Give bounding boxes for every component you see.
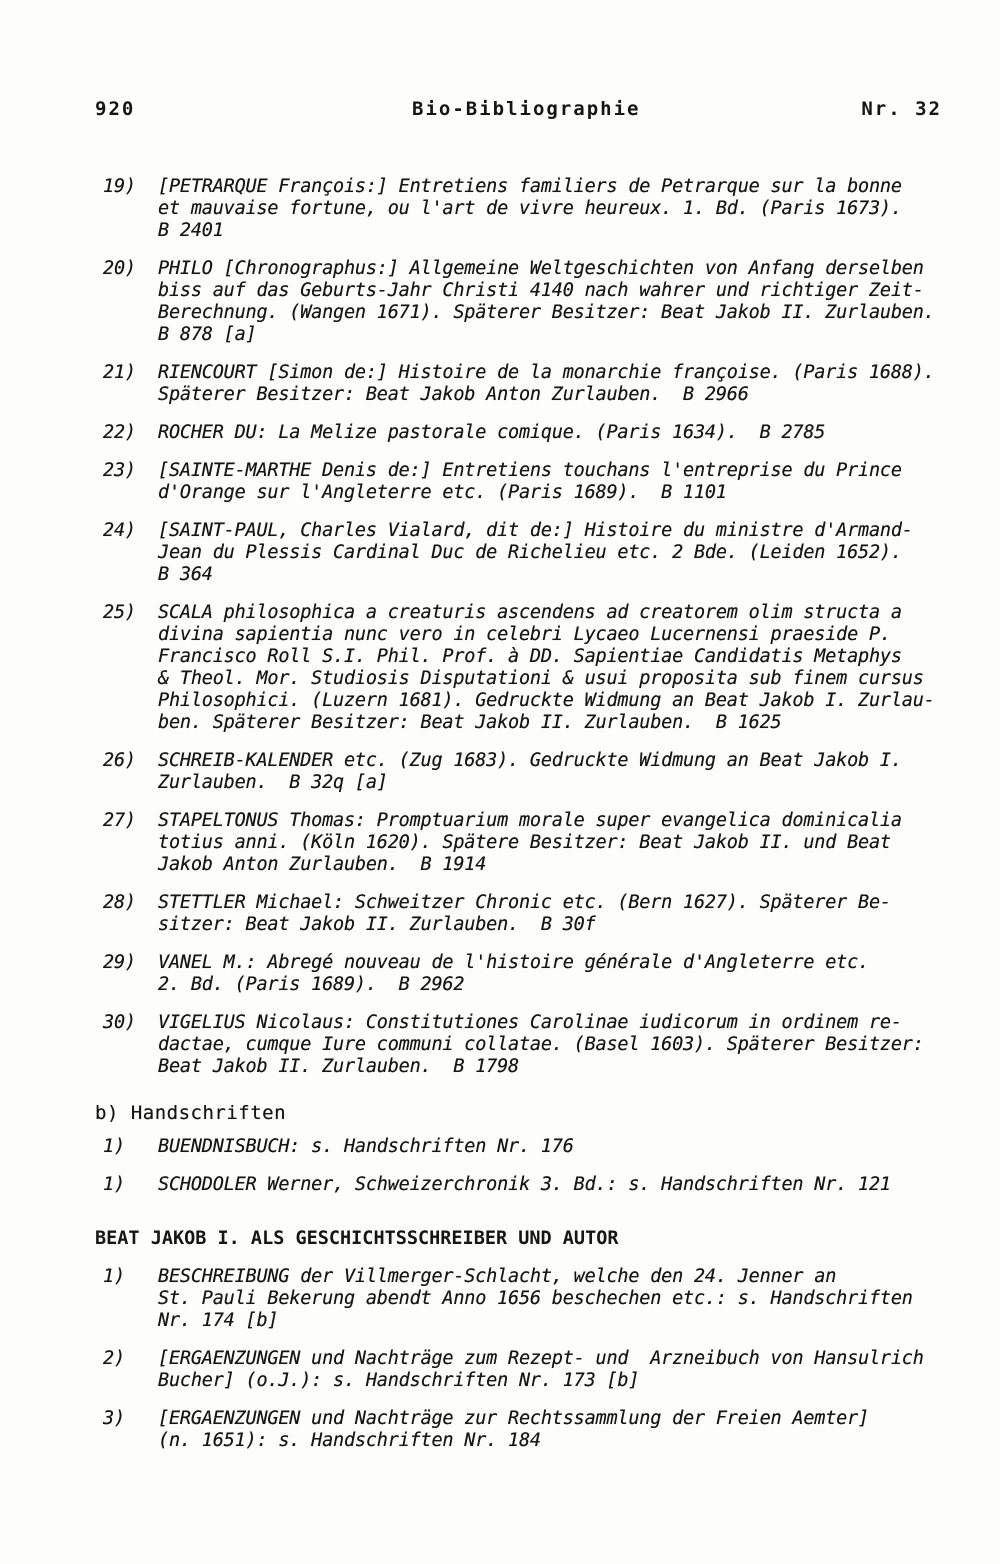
bibliography-entry-26 — [103, 750, 953, 794]
entry-number: 21) — [103, 362, 136, 383]
entry-text — [158, 520, 953, 586]
page-title: Bio-Bibliographie — [412, 98, 641, 120]
entry-text — [158, 258, 953, 346]
entry-text — [158, 362, 953, 406]
entry-number: 1) — [103, 1174, 125, 1195]
entry-line: divina sapientia nunc vero in celebri Lycaeo Lucernensi praeside P. — [158, 624, 891, 645]
page-header — [0, 98, 1000, 122]
entry-number: 29) — [103, 952, 136, 973]
entry-number: 1) — [103, 1136, 125, 1157]
entry-text — [158, 952, 953, 996]
bibliography-entry-25 — [103, 602, 953, 734]
entry-line: Zurlauben. B 32q [a] — [158, 772, 388, 793]
entry-text — [158, 1012, 953, 1078]
page-number: 920 — [95, 98, 136, 120]
entry-line: STAPELTONUS Thomas: Promptuarium morale super evangelica dominicalia — [158, 810, 902, 831]
entry-line: ROCHER DU: La Melize pastorale comique. (Paris 1634). B 2785 — [158, 422, 826, 443]
bibliography-entry-27 — [103, 810, 953, 876]
entry-number: 19) — [103, 176, 136, 197]
entry-line: Francisco Roll S.I. Phil. Prof. à DD. Sapientiae Candidatis Metaphys — [158, 646, 902, 667]
entry-line: 2. Bd. (Paris 1689). B 2962 — [158, 974, 465, 995]
entry-line: SCHREIB-KALENDER etc. (Zug 1683). Gedruckte Widmung an Beat Jakob I. — [158, 750, 902, 771]
bibliography-entry-29 — [103, 952, 953, 996]
entry-text — [158, 1174, 953, 1196]
entry-line: Jean du Plessis Cardinal Duc de Richelieu etc. 2 Bde. (Leiden 1652). — [158, 542, 902, 563]
entry-text — [158, 892, 953, 936]
entry-line: totius anni. (Köln 1620). Spätere Besitzer: Beat Jakob II. und Beat — [158, 832, 891, 853]
entry-line: [PETRARQUE François:] Entretiens familiers de Petrarque sur la bonne — [158, 176, 902, 197]
entry-number: 3) — [103, 1408, 125, 1429]
entry-line: biss auf das Geburts-Jahr Christi 4140 nach wahrer und richtiger Zeit- — [158, 280, 924, 301]
bibliography-entry-19 — [103, 176, 953, 242]
entry-number: 23) — [103, 460, 136, 481]
handschriften-section-label: b) Handschriften — [95, 1102, 287, 1124]
entry-number: 26) — [103, 750, 136, 771]
author-section-heading: BEAT JAKOB I. ALS GESCHICHTSSCHREIBER UND AUTOR — [95, 1228, 619, 1249]
entry-line: STETTLER Michael: Schweitzer Chronic etc. (Bern 1627). Späterer Be- — [158, 892, 891, 913]
entry-text — [158, 602, 953, 734]
author-entry-3 — [103, 1408, 953, 1452]
author-entry-2 — [103, 1348, 953, 1392]
entry-number: 24) — [103, 520, 136, 541]
entry-text — [158, 1266, 953, 1332]
entry-line: [SAINT-PAUL, Charles Vialard, dit de:] Histoire du ministre d'Armand- — [158, 520, 913, 541]
entry-line: dactae, cumque Iure communi collatae. (Basel 1603). Späterer Besitzer: — [158, 1034, 924, 1055]
bibliography-entry-21 — [103, 362, 953, 406]
entry-line: (n. 1651): s. Handschriften Nr. 184 — [158, 1430, 541, 1451]
entry-number: 27) — [103, 810, 136, 831]
entry-number: 22) — [103, 422, 136, 443]
entry-line: [SAINTE-MARTHE Denis de:] Entretiens touchans l'entreprise du Prince — [158, 460, 902, 481]
handschriften-entry-1 — [103, 1136, 953, 1158]
issue-number: Nr. 32 — [861, 98, 942, 120]
author-entry-1 — [103, 1266, 953, 1332]
bibliography-entry-30 — [103, 1012, 953, 1078]
entry-line: d'Orange sur l'Angleterre etc. (Paris 1689). B 1101 — [158, 482, 727, 503]
entry-line: B 878 [a] — [158, 324, 257, 345]
entry-text — [158, 176, 953, 242]
entry-line: [ERGAENZUNGEN und Nachträge zur Rechtssammlung der Freien Aemter] — [158, 1408, 869, 1429]
entry-number: 28) — [103, 892, 136, 913]
entry-number: 25) — [103, 602, 136, 623]
entry-line: Jakob Anton Zurlauben. B 1914 — [158, 854, 487, 875]
entry-text — [158, 1136, 953, 1158]
handschriften-entry-2 — [103, 1174, 953, 1196]
entry-line: & Theol. Mor. Studiosis Disputationi & usui proposita sub finem cursus — [158, 668, 924, 689]
entry-line: BESCHREIBUNG der Villmerger-Schlacht, welche den 24. Jenner an — [158, 1266, 837, 1287]
entry-line: Späterer Besitzer: Beat Jakob Anton Zurlauben. B 2966 — [158, 384, 749, 405]
entry-line: Philosophici. (Luzern 1681). Gedruckte Widmung an Beat Jakob I. Zurlau- — [158, 690, 935, 711]
entry-line: B 2401 — [158, 220, 224, 241]
entry-line: SCALA philosophica a creaturis ascendens ad creatorem olim structa a — [158, 602, 902, 623]
entry-line: RIENCOURT [Simon de:] Histoire de la monarchie françoise. (Paris 1688). — [158, 362, 935, 383]
entry-line: Berechnung. (Wangen 1671). Späterer Besitzer: Beat Jakob II. Zurlauben. — [158, 302, 935, 323]
entry-line: ben. Späterer Besitzer: Beat Jakob II. Zurlauben. B 1625 — [158, 712, 782, 733]
entry-line: et mauvaise fortune, ou l'art de vivre heureux. 1. Bd. (Paris 1673). — [158, 198, 902, 219]
entry-text — [158, 1408, 953, 1452]
entry-line: [ERGAENZUNGEN und Nachträge zum Rezept- und Arzneibuch von Hansulrich — [158, 1348, 924, 1369]
entry-line: sitzer: Beat Jakob II. Zurlauben. B 30f — [158, 914, 596, 935]
entry-line: St. Pauli Bekerung abendt Anno 1656 beschechen etc.: s. Handschriften — [158, 1288, 913, 1309]
bibliography-entry-23 — [103, 460, 953, 504]
entry-line: SCHODOLER Werner, Schweizerchronik 3. Bd.: s. Handschriften Nr. 121 — [158, 1174, 891, 1195]
entry-number: 2) — [103, 1348, 125, 1369]
entry-text — [158, 1348, 953, 1392]
entry-number: 20) — [103, 258, 136, 279]
bibliography-entry-28 — [103, 892, 953, 936]
entry-line: BUENDNISBUCH: s. Handschriften Nr. 176 — [158, 1136, 574, 1157]
bibliography-entry-24 — [103, 520, 953, 586]
entry-line: PHILO [Chronographus:] Allgemeine Weltgeschichten von Anfang derselben — [158, 258, 924, 279]
entry-text — [158, 422, 953, 444]
entry-text — [158, 460, 953, 504]
entry-line: Nr. 174 [b] — [158, 1310, 279, 1331]
bibliography-entry-20 — [103, 258, 953, 346]
entry-text — [158, 750, 953, 794]
entry-number: 1) — [103, 1266, 125, 1287]
entry-line: B 364 — [158, 564, 213, 585]
entry-text — [158, 810, 953, 876]
entry-line: VANEL M.: Abregé nouveau de l'histoire générale d'Angleterre etc. — [158, 952, 869, 973]
entry-number: 30) — [103, 1012, 136, 1033]
entry-line: Bucher] (o.J.): s. Handschriften Nr. 173 [b] — [158, 1370, 640, 1391]
bibliography-content — [95, 176, 953, 1468]
entry-line: VIGELIUS Nicolaus: Constitutiones Carolinae iudicorum in ordinem re- — [158, 1012, 902, 1033]
bibliography-entry-22 — [103, 422, 953, 444]
entry-line: Beat Jakob II. Zurlauben. B 1798 — [158, 1056, 519, 1077]
